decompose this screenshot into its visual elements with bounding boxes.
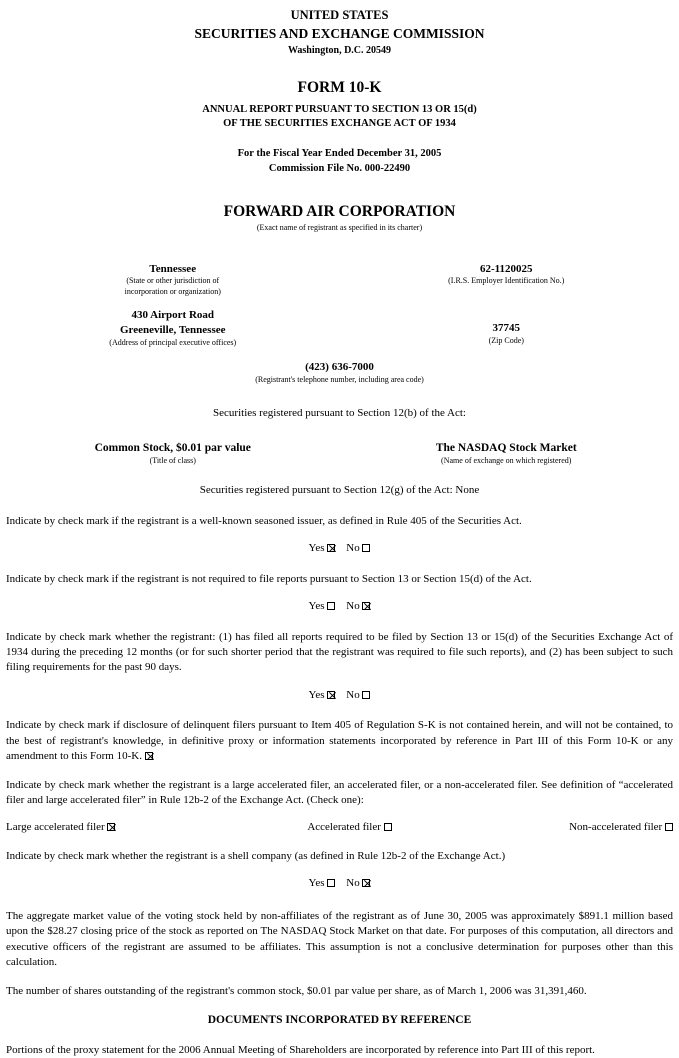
- check-item-well-known-seasoned-issuer-text: Indicate by check mark if the registrant is a well-known seasoned issuer, as defined in Rule 405 of the Securities Act.: [6, 515, 522, 528]
- yes-label: Yes: [308, 600, 325, 613]
- registrant-name-note: (Exact name of registrant as specified in its charter): [256, 222, 423, 232]
- fiscal-year-line: For the Fiscal Year Ended December 31, 2005: [237, 148, 442, 160]
- exchange-name: The NASDAQ Stock Market: [435, 441, 577, 454]
- registrant-name: FORWARD AIR CORPORATION: [223, 202, 456, 220]
- securities-12b-heading: Securities registered pursuant to Section 12(b) of the Act:: [213, 407, 466, 420]
- no-label: No: [346, 688, 360, 701]
- check-item-filed-all-reports-text: Indicate by check mark whether the registrant: (1) has filed all reports required to be filed by Section 13 or 15(d) of the Securities Exchange Act of 1934 during the preceding 12 months (or for such shorter period that the registrant was required to file such reports), and (2) has been subject to such filing requirements for the past 90 days.: [6, 631, 673, 674]
- address-line-1: 430 Airport Road: [131, 308, 214, 321]
- yes-label: Yes: [308, 542, 325, 555]
- no-checkbox-filed-all-reports[interactable]: [362, 691, 370, 699]
- filer-option-large-accelerated-checkbox[interactable]: [107, 823, 115, 831]
- filer-option-non-accelerated-checkbox[interactable]: [665, 823, 673, 831]
- filer-option-non-accelerated[interactable]: [460, 820, 673, 835]
- delinquent-filers-checkbox[interactable]: [145, 752, 153, 760]
- yes-checkbox-shell-company[interactable]: [327, 879, 335, 887]
- state-note-line-1: (State or other jurisdiction of: [126, 276, 220, 286]
- irs-employer-id: 62-1120025: [479, 262, 533, 275]
- securities-12g-heading: Securities registered pursuant to Section 12(g) of the Act: None: [199, 484, 480, 497]
- no-checkbox-shell-company[interactable]: [362, 879, 370, 887]
- documents-incorporated-heading: DOCUMENTS INCORPORATED BY REFERENCE: [207, 1014, 472, 1027]
- form-title: FORM 10-K: [297, 79, 382, 97]
- zip-note: (Zip Code): [488, 335, 524, 345]
- shares-outstanding-paragraph: The number of shares outstanding of the registrant's common stock, $0.01 par value per share, as of March 1, 2006 was 31,391,460.: [6, 984, 587, 997]
- phone-note: (Registrant's telephone number, including area code): [255, 375, 424, 385]
- exchange-note: (Name of exchange on which registered): [441, 456, 572, 466]
- yes-checkbox-not-required-reports[interactable]: [327, 602, 335, 610]
- address-zip-row: [6, 308, 673, 348]
- phone-block: [6, 360, 673, 386]
- irs-block: [340, 262, 674, 288]
- documents-incorporated-paragraph: Portions of the proxy statement for the 2006 Annual Meeting of Shareholders are incorporated by reference into Part III of this report.: [6, 1043, 595, 1056]
- filer-option-accelerated[interactable]: [239, 820, 459, 835]
- shell-company-text: Indicate by check mark whether the registrant is a shell company (as defined in Rule 12b-2 of the Exchange Act.): [6, 850, 506, 863]
- filer-status-options: [6, 820, 673, 835]
- filer-option-accelerated-checkbox[interactable]: [384, 823, 392, 831]
- shell-company-answers: [6, 876, 673, 891]
- aggregate-market-value-paragraph: The aggregate market value of the voting stock held by non-affiliates of the registrant as of June 30, 2005 was approximately $891.1 million based upon the $28.27 closing price of the stock as reported on The NASDAQ Stock Market on that date. For purposes of this computation, all directors and executive officers of the registrant are assumed to be affiliates. This assumption is not a conclusive determination for purposes other than this calculation.: [6, 910, 673, 968]
- check-item-filed-all-reports-answers: [6, 688, 673, 703]
- form-pursuant-line-2: OF THE SECURITIES EXCHANGE ACT OF 1934: [223, 118, 456, 130]
- filer-status-text: Indicate by check mark whether the registrant is a large accelerated filer, an accelerated filer, or a non-accelerated filer. See definition of “accelerated filer and large accelerated filer” in Rule 12b-2 of the Exchange Act. (Check one):: [6, 778, 673, 807]
- form-title-block: [6, 78, 673, 131]
- header-line-united-states: UNITED STATES: [290, 8, 389, 22]
- state-of-incorporation: Tennessee: [149, 262, 197, 275]
- header-line-washington: Washington, D.C. 20549: [287, 44, 392, 56]
- no-label: No: [346, 600, 360, 613]
- title-of-class: Common Stock, $0.01 par value: [94, 441, 251, 454]
- state-irs-row: [6, 262, 673, 298]
- yes-label: Yes: [308, 688, 325, 701]
- check-item-not-required-reports-text: Indicate by check mark if the registrant is not required to file reports pursuant to Section 13 or Section 15(d) of the Act.: [6, 573, 532, 586]
- state-note-line-2: incorporation or organization): [124, 287, 221, 297]
- commission-file-line: Commission File No. 000-22490: [268, 162, 411, 174]
- check-item-well-known-seasoned-issuer-answers: [6, 541, 673, 556]
- check-item-not-required-reports-answers: [6, 599, 673, 614]
- title-of-class-block: [6, 441, 340, 467]
- yes-checkbox-well-known-seasoned-issuer[interactable]: [327, 544, 335, 552]
- form-pursuant-line-1: ANNUAL REPORT PURSUANT TO SECTION 13 OR 15(d): [202, 104, 477, 116]
- filer-option-large-accelerated[interactable]: [6, 820, 239, 835]
- filer-option-accelerated-label: Accelerated filer: [307, 821, 381, 834]
- yes-label: Yes: [308, 877, 325, 890]
- delinquent-filers-paragraph: [6, 718, 673, 764]
- securities-registered-row: [6, 441, 673, 467]
- address-line-2: Greeneville, Tennessee: [119, 323, 226, 336]
- registrant-name-block: [6, 202, 673, 234]
- address-block: [6, 308, 340, 348]
- zip-code: 37745: [492, 321, 520, 334]
- no-checkbox-not-required-reports[interactable]: [362, 602, 370, 610]
- phone-number: (423) 636-7000: [305, 361, 374, 374]
- fiscal-year-block: [6, 147, 673, 175]
- address-note: (Address of principal executive offices): [109, 337, 237, 347]
- sec-header: [6, 6, 673, 58]
- header-line-sec: SECURITIES AND EXCHANGE COMMISSION: [194, 26, 485, 42]
- yes-checkbox-filed-all-reports[interactable]: [327, 691, 335, 699]
- zip-block: [340, 308, 674, 347]
- irs-note: (I.R.S. Employer Identification No.): [448, 276, 565, 286]
- no-checkbox-well-known-seasoned-issuer[interactable]: [362, 544, 370, 552]
- state-block: [6, 262, 340, 298]
- filer-option-non-accelerated-label: Non-accelerated filer: [569, 821, 663, 834]
- filer-option-large-accelerated-label: Large accelerated filer: [6, 821, 105, 834]
- no-label: No: [346, 542, 360, 555]
- no-label: No: [346, 877, 360, 890]
- delinquent-filers-text: Indicate by check mark if disclosure of delinquent filers pursuant to Item 405 of Regulation S-K is not contained herein, and will not be contained, to the best of registrant's knowledge, in definitive proxy or information statements incorporated by reference in Part III of this Form 10-K or any amendment to this Form 10-K.: [6, 719, 673, 762]
- title-of-class-note: (Title of class): [149, 456, 196, 466]
- exchange-block: [340, 441, 674, 467]
